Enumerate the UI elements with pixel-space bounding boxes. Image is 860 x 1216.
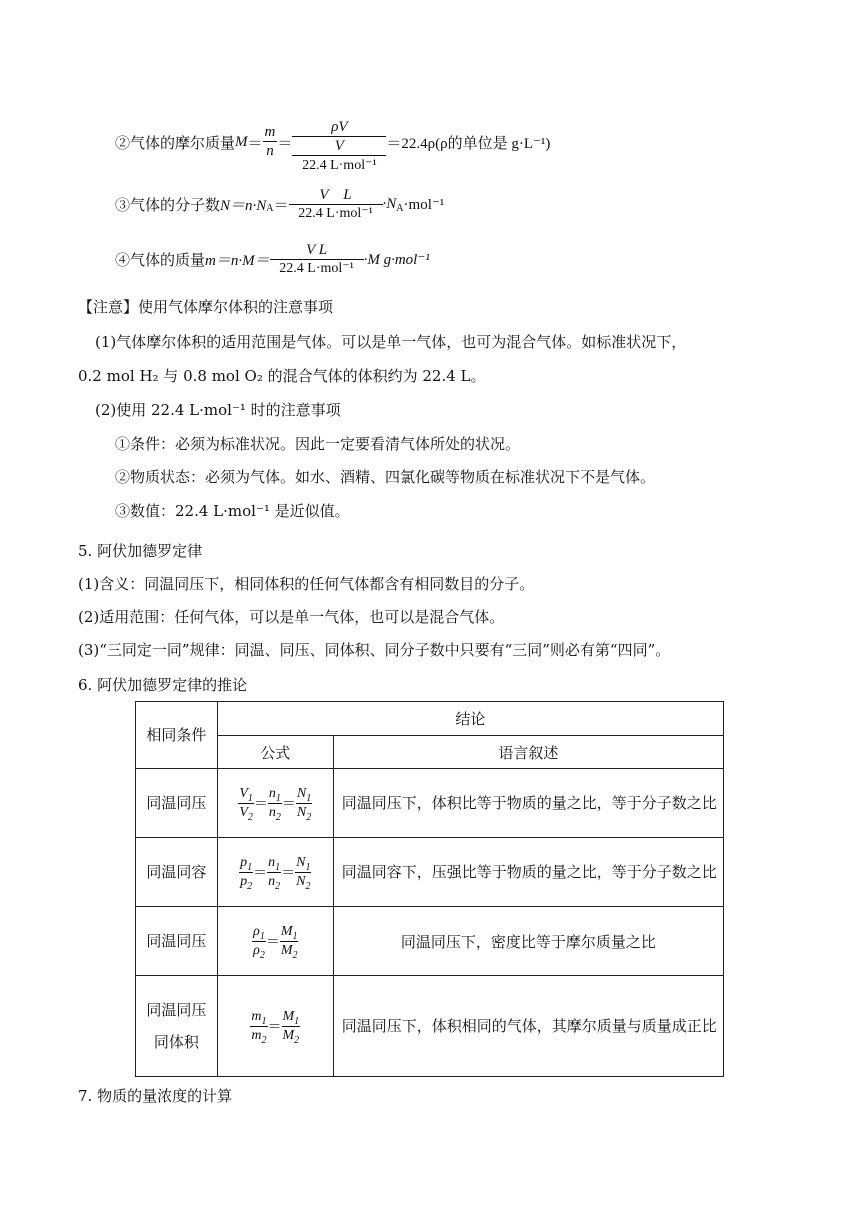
notes-item-state: ②物质状态：必须为气体。如水、酒精、四氯化碳等物质在标准状况下不是气体。: [115, 468, 656, 486]
notes-paragraph-2: (2)使用 22.4 L·mol⁻¹ 时的注意事项: [95, 401, 341, 419]
nested-denominator: 22.4 L·mol⁻¹: [302, 158, 377, 173]
formula-molecule-count: ③气体的分子数 N＝n·N A ＝ $\frac{\text{V L}}{\text{22.4 L·mol⁻¹}}$ ·N A ·mol⁻¹: [115, 187, 445, 221]
fraction-volume-over-molar-volume: [289, 186, 383, 223]
table-row: [136, 838, 724, 907]
notes-item-value: ③数值：22.4 L·mol⁻¹ 是近似值。: [115, 502, 350, 520]
row-formula: $\frac{p_1}{p_2}$ ＝ $\frac{n_1}{n_2}$ ＝ $\frac{N_1}{N_2}$: [217, 838, 333, 907]
fraction-denominator: 22.4 L·mol⁻¹: [298, 206, 373, 221]
section-5-item-2: (2)适用范围：任何气体，可以是单一气体，也可以是混合气体。: [78, 608, 505, 626]
equals-sign: ＝: [273, 196, 289, 214]
section-7-title: 7. 物质的量浓度的计算: [78, 1087, 233, 1105]
formula-lhs: N＝n·N: [220, 198, 267, 214]
row-formula: $\frac{\rho_1}{\rho_2}$ ＝ $\frac{M_1}{M_2}$: [217, 907, 333, 976]
row-condition: 同温同压: [136, 769, 218, 838]
row-formula: $\frac{V_1}{V_2}$ ＝ $\frac{n_1}{n_2}$ ＝ $\frac{N_1}{N_2}$: [217, 769, 333, 838]
formula-result: ＝22.4ρ(ρ的单位是 g·L⁻¹): [386, 135, 551, 152]
section-5-item-1: (1)含义：同温同压下，相同体积的任何气体都含有相同数目的分子。: [78, 575, 535, 593]
notes-paragraph-1: (1)气体摩尔体积的适用范围是气体。可以是单一气体，也可为混合气体。如标准状况下，: [95, 333, 687, 351]
formula-lhs: M: [235, 133, 248, 150]
row-statement: 同温同容下，压强比等于物质的量之比，等于分子数之比: [333, 838, 723, 907]
fraction-numerator: m: [264, 123, 276, 140]
row-formula: $\frac{m_1}{m_2}$ ＝ $\frac{M_1}{M_2}$: [217, 976, 333, 1077]
notes-heading: 【注意】使用气体摩尔体积的注意事项: [78, 298, 334, 316]
fraction-volume-over-molar-volume: [270, 241, 364, 278]
fraction-numerator: V L: [270, 241, 364, 260]
row-statement: 同温同压下，密度比等于摩尔质量之比: [333, 907, 723, 976]
nested-numerator: V: [292, 137, 386, 156]
fraction-rhoV-over-molar-volume: [292, 118, 386, 176]
notes-paragraph-1-cont: 0.2 mol H₂ 与 0.8 mol O₂ 的混合气体的体积约为 22.4 L。: [78, 367, 486, 385]
header-condition: 相同条件: [136, 702, 218, 769]
fraction-numerator: ρV: [292, 118, 386, 137]
row-condition: 同温同压: [136, 907, 218, 976]
row-condition: 同温同压同体积: [136, 976, 218, 1077]
formula-lead: ②气体的摩尔质量: [115, 133, 236, 152]
row-statement: 同温同压下，体积比等于物质的量之比，等于分子数之比: [333, 769, 723, 838]
header-statement: 语言叙述: [333, 736, 723, 769]
avogadro-corollary-table: [135, 701, 724, 1077]
formula-lead: ④气体的质量: [115, 251, 206, 269]
formula-lhs: m＝n·M＝: [205, 253, 270, 269]
table-row: [136, 907, 724, 976]
fraction-m-over-n: [263, 123, 278, 160]
formula-tail: ·M g·mol⁻¹: [363, 252, 430, 268]
row-statement: 同温同压下，体积相同的气体，其摩尔质量与质量成正比: [333, 976, 723, 1077]
section-6-title: 6. 阿伏加德罗定律的推论: [78, 676, 248, 694]
notes-item-condition: ①条件：必须为标准状况。因此一定要看清气体所处的状况。: [115, 435, 521, 453]
table-row: [136, 976, 724, 1077]
row-condition: 同温同容: [136, 838, 218, 907]
formula-unit: ·mol⁻¹: [403, 197, 445, 213]
header-formula: 公式: [217, 736, 333, 769]
table-row: [136, 769, 724, 838]
section-5-item-3: (3)“三同定一同”规律：同温、同压、同体积、同分子数中只要有“三同”则必有第“四同”。: [78, 641, 671, 659]
section-5-title: 5. 阿伏加德罗定律: [78, 542, 203, 560]
fraction-denominator: 22.4 L·mol⁻¹: [279, 261, 354, 276]
formula-gas-mass: [115, 241, 430, 278]
header-conclusion: 结论: [217, 702, 723, 736]
formula-tail: ·N: [382, 196, 397, 212]
equals-sign: ＝: [277, 133, 293, 152]
formula-molar-mass: [115, 108, 550, 176]
equals-sign: ＝: [247, 133, 263, 152]
fraction-denominator: n: [266, 142, 274, 159]
formula-lead: ③气体的分子数: [115, 196, 221, 214]
fraction-numerator: V L: [289, 186, 383, 205]
fraction-denominator: [292, 137, 386, 176]
